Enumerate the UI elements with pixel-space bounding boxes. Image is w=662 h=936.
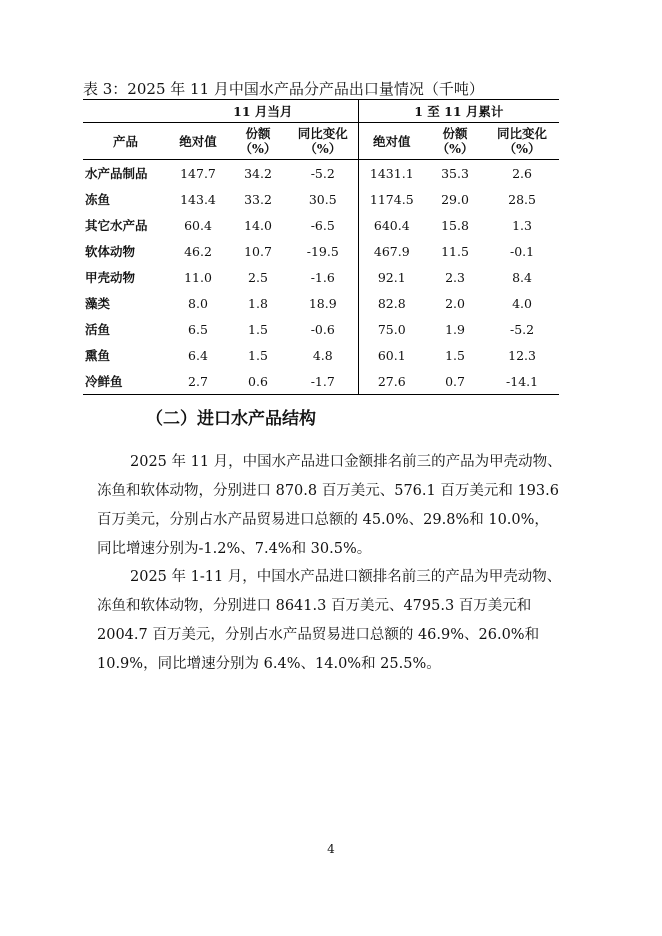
paragraph-line: 10.9%，同比增速分别为 6.4%、14.0%和 25.5%。: [97, 656, 441, 672]
cum-share-cell: 15.8: [441, 217, 469, 233]
month-abs-cell: 60.4: [184, 217, 212, 233]
paragraph-line: 2004.7 百万美元，分别占水产品贸易进口总额的 46.9%、26.0%和: [97, 627, 540, 643]
cumulative-group-header: 1 至 11 月累计: [358, 100, 559, 123]
cum-abs-cell: 1174.5: [369, 191, 414, 207]
product-cell: 活鱼: [85, 322, 111, 337]
product-cell: 冷鲜鱼: [83, 368, 168, 395]
month-abs-cell: 6.4: [188, 347, 208, 363]
group-header-row: [83, 100, 559, 123]
cum-yoy-cell: 2.6: [512, 165, 532, 181]
cum-share-cell: 29.0: [441, 191, 469, 207]
month-abs-header: 绝对值: [168, 123, 228, 160]
month-abs-cell: 46.2: [184, 243, 212, 259]
month-share-cell: 1.5: [248, 347, 268, 363]
cum-abs-cell: 640.4: [373, 217, 410, 233]
month-abs-cell: 147.7: [180, 165, 216, 181]
cum-share-cell: 35.3: [441, 165, 469, 181]
cum-abs-header: 绝对值: [358, 123, 425, 160]
table-row: [83, 316, 559, 342]
product-cell: 熏鱼: [85, 348, 111, 363]
month-share-cell: 0.6: [228, 368, 288, 395]
paragraph-line: 同比增速分别为-1.2%、7.4%和 30.5%。: [97, 541, 372, 557]
month-abs-cell: 2.7: [168, 368, 228, 395]
month-yoy-cell: 18.9: [288, 290, 358, 316]
cum-abs-cell: 27.6: [358, 368, 425, 395]
cum-yoy-header-line2: （%）: [503, 141, 541, 156]
paragraph-line: 2025 年 1-11 月，中国水产品进口额排名前三的产品为甲壳动物、: [130, 569, 562, 585]
cum-yoy-header-line1: 同比变化: [497, 126, 548, 141]
column-header-row: [83, 123, 559, 160]
page-number: 4: [327, 842, 335, 856]
month-yoy-cell: 30.5: [288, 186, 358, 212]
table-row: [83, 186, 559, 212]
month-share-cell: 10.7: [244, 243, 272, 259]
table-row: [83, 368, 559, 395]
cum-yoy-cell: 12.3: [508, 347, 536, 363]
cum-share-header-line1: 份额: [442, 126, 468, 141]
month-yoy-cell: -19.5: [288, 238, 358, 264]
cum-yoy-cell: 4.0: [512, 295, 532, 311]
cum-abs-cell: 1431.1: [369, 165, 414, 181]
blank-header-cell: [83, 100, 168, 123]
cum-yoy-cell: 8.4: [512, 269, 532, 285]
month-yoy-cell: 4.8: [288, 342, 358, 368]
table-row: [83, 160, 559, 187]
product-header: 产品: [83, 123, 168, 160]
month-share-header-line1: 份额: [245, 126, 271, 141]
month-share-cell: 2.5: [248, 269, 268, 285]
cum-share-cell: 1.5: [445, 347, 465, 363]
cum-share-cell: 1.9: [445, 321, 465, 337]
month-yoy-cell: -1.6: [288, 264, 358, 290]
month-share-cell: 33.2: [244, 191, 272, 207]
month-yoy-cell: -1.7: [288, 368, 358, 395]
cum-abs-cell: 82.8: [377, 295, 406, 311]
month-yoy-cell: -6.5: [288, 212, 358, 238]
paragraph-line: 2025 年 11 月，中国水产品进口金额排名前三的产品为甲壳动物、: [130, 454, 562, 470]
cum-share-cell: 0.7: [425, 368, 485, 395]
cum-share-header: [425, 123, 485, 160]
section-title: （二）进口水产品结构: [146, 409, 316, 429]
cum-share-cell: 2.3: [445, 269, 465, 285]
month-share-header-line2: （%）: [239, 141, 277, 156]
month-yoy-header-line2: （%）: [304, 141, 342, 156]
product-cell: 甲壳动物: [85, 270, 136, 285]
table-row: [83, 264, 559, 290]
table-row: [83, 238, 559, 264]
product-cell: 软体动物: [85, 244, 136, 259]
paragraph-1: [97, 448, 567, 564]
cum-yoy-cell: 28.5: [508, 191, 536, 207]
cum-yoy-cell: -0.1: [509, 243, 535, 259]
month-share-cell: 1.8: [248, 295, 268, 311]
cum-yoy-header: [485, 123, 559, 160]
product-cell: 其它水产品: [85, 218, 148, 233]
paragraph-line: 冻鱼和软体动物，分别进口 8641.3 百万美元、4795.3 百万美元和: [97, 598, 532, 614]
month-abs-cell: 6.5: [188, 321, 208, 337]
product-cell: 水产品制品: [85, 166, 148, 181]
cum-yoy-cell: 1.3: [512, 217, 532, 233]
month-share-cell: 14.0: [244, 217, 272, 233]
table-body: [83, 160, 559, 395]
month-yoy-header-line1: 同比变化: [297, 126, 348, 141]
paragraph-line: 冻鱼和软体动物，分别进口 870.8 百万美元、576.1 百万美元和 193.6: [97, 483, 559, 499]
export-volume-table: [83, 99, 559, 395]
table-row: [83, 342, 559, 368]
product-cell: 藻类: [85, 296, 111, 311]
table-caption: 表 3：2025 年 11 月中国水产品分产品出口量情况（千吨）: [83, 80, 484, 98]
paragraph-2: [97, 563, 567, 679]
table-row: [83, 290, 559, 316]
cum-share-cell: 11.5: [441, 243, 469, 259]
paragraph-line: 百万美元，分别占水产品贸易进口总额的 45.0%、29.8%和 10.0%，: [97, 512, 549, 528]
month-group-header: 11 月当月: [168, 100, 358, 123]
month-yoy-cell: -5.2: [288, 160, 358, 187]
cum-abs-cell: 75.0: [377, 321, 406, 337]
month-share-cell: 1.5: [248, 321, 268, 337]
month-abs-cell: 143.4: [180, 191, 216, 207]
month-yoy-cell: -0.6: [288, 316, 358, 342]
month-yoy-header: [288, 123, 358, 160]
month-abs-cell: 8.0: [188, 295, 208, 311]
cum-share-cell: 2.0: [445, 295, 465, 311]
cum-abs-cell: 60.1: [377, 347, 406, 363]
cum-abs-cell: 92.1: [377, 269, 406, 285]
table-row: [83, 212, 559, 238]
cum-share-header-line2: （%）: [436, 141, 474, 156]
month-share-cell: 34.2: [244, 165, 272, 181]
cum-abs-cell: 467.9: [373, 243, 410, 259]
month-abs-cell: 11.0: [184, 269, 212, 285]
cum-yoy-cell: -5.2: [509, 321, 535, 337]
cum-yoy-cell: -14.1: [485, 368, 559, 395]
month-share-header: [228, 123, 288, 160]
product-cell: 冻鱼: [85, 192, 111, 207]
